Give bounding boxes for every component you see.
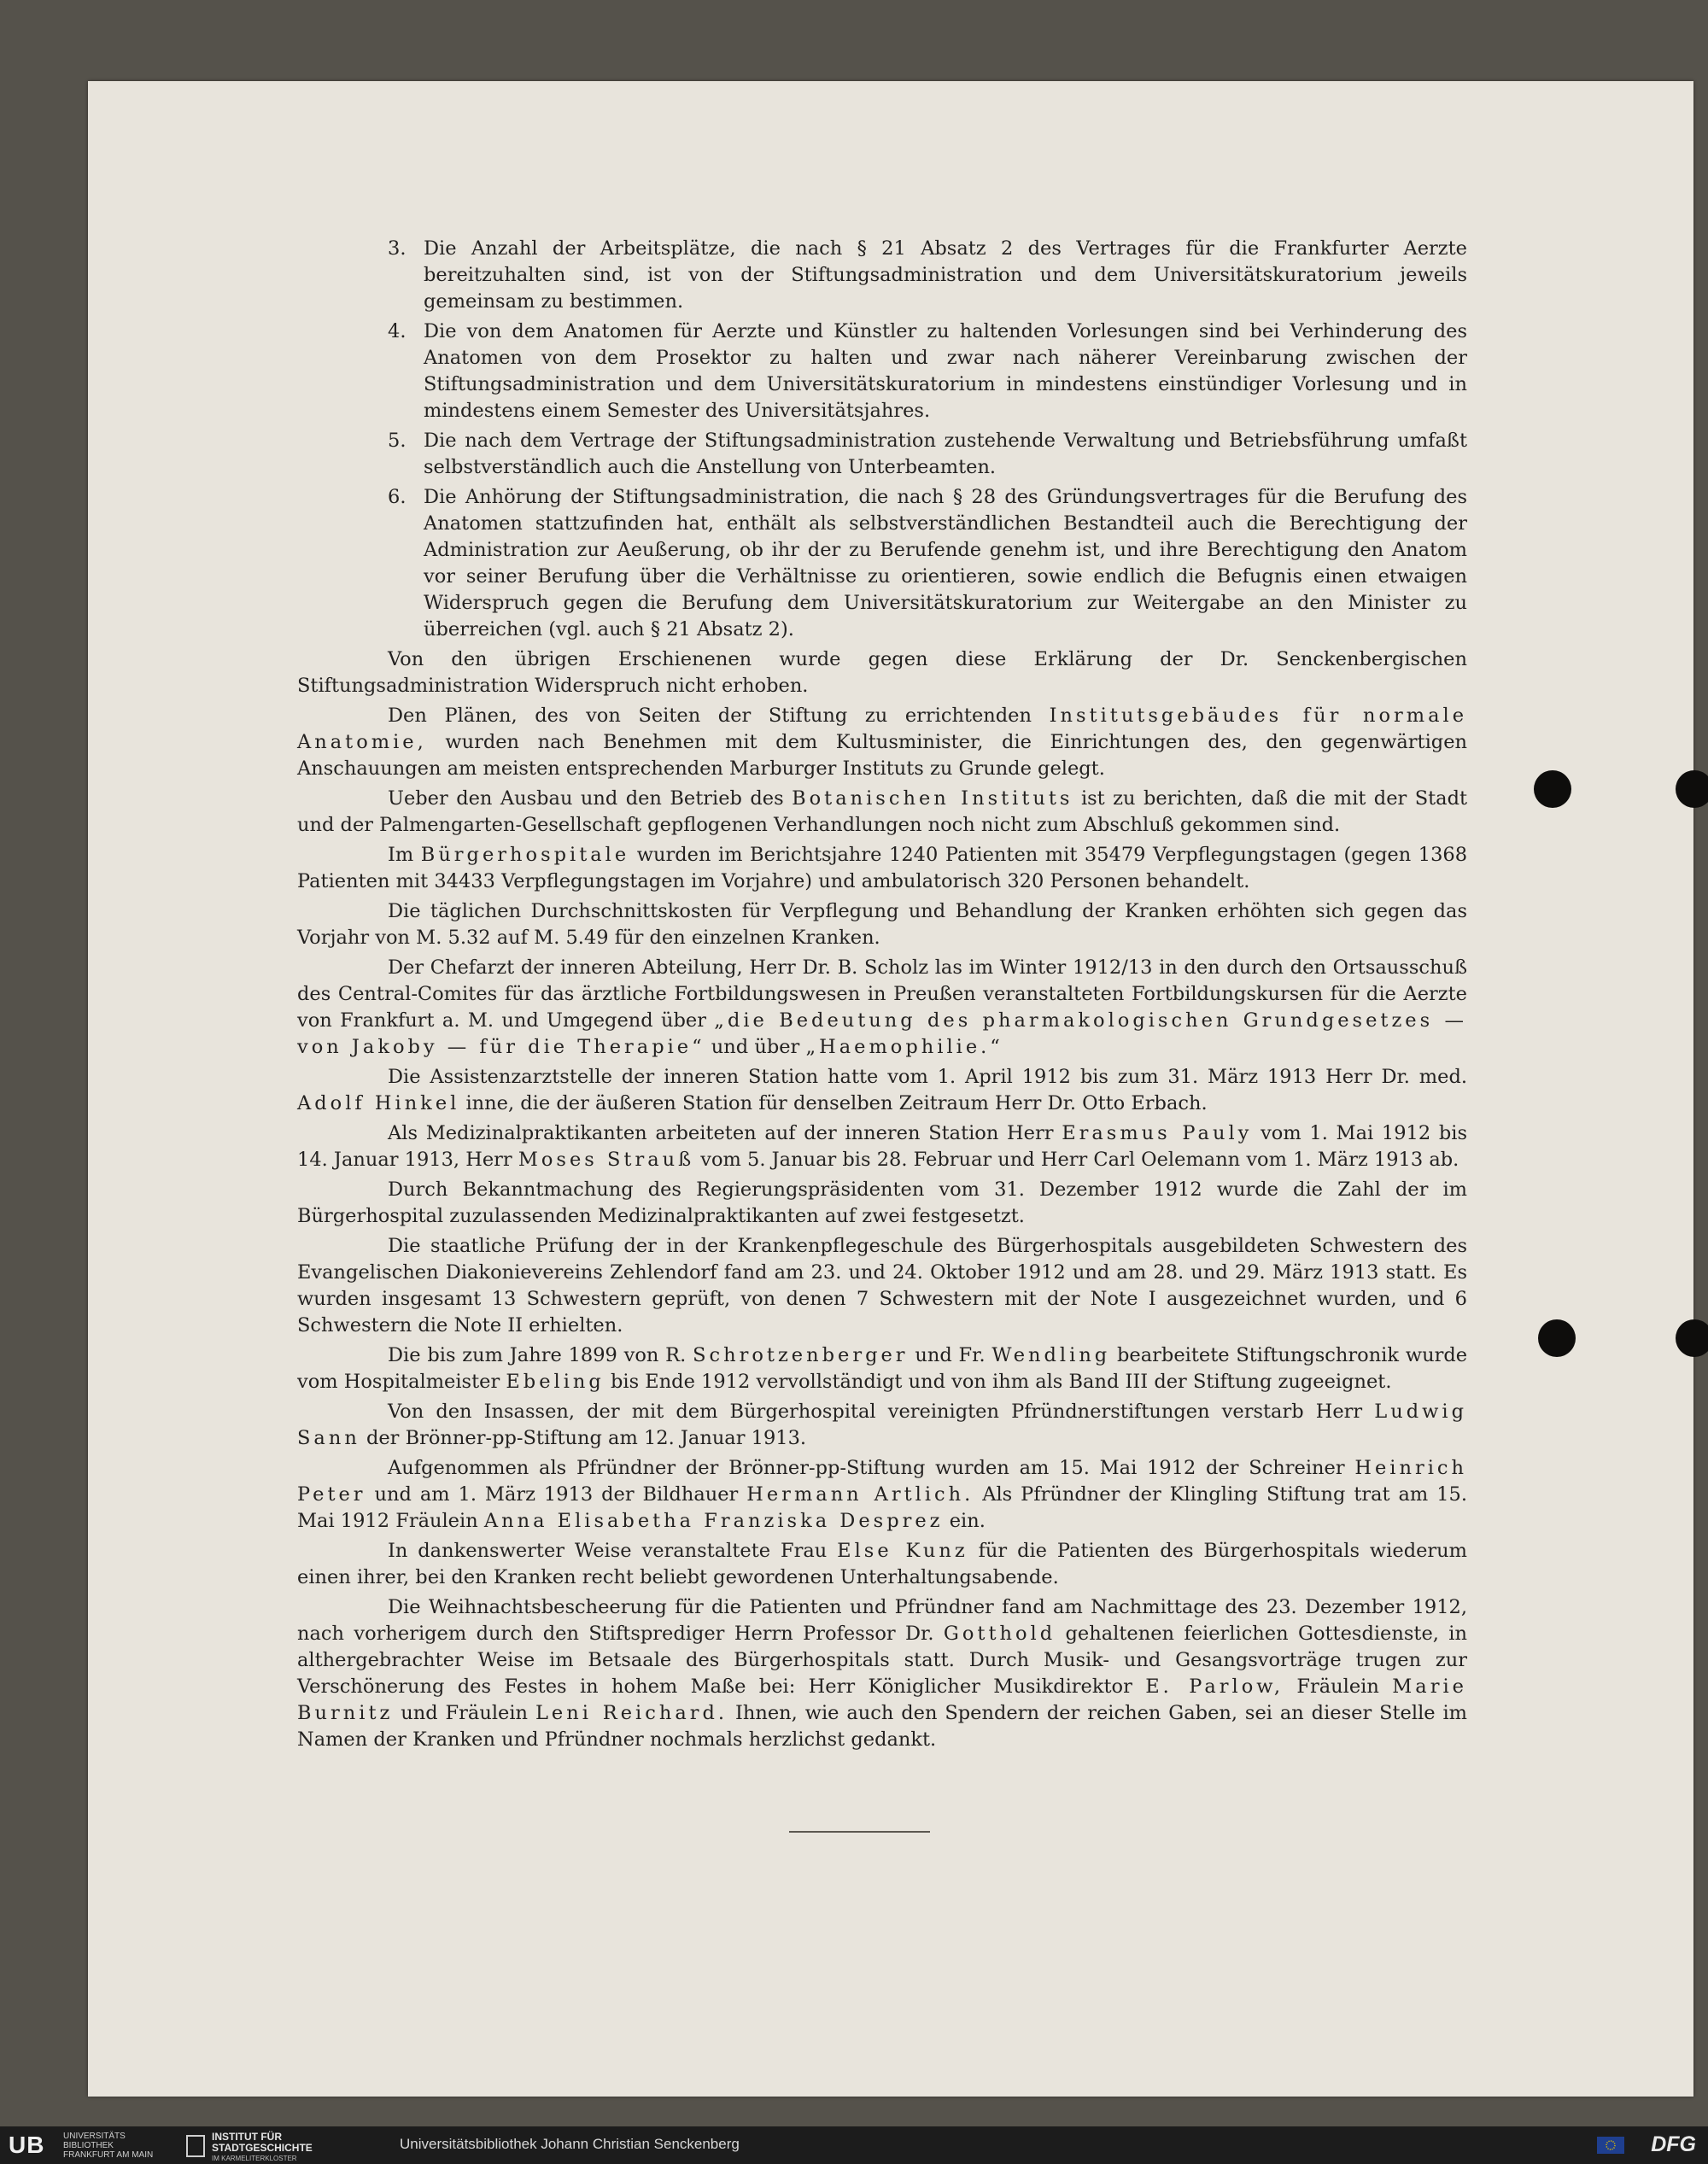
- paragraph: Ueber den Ausbau und den Betrieb des Botanischen Instituts ist zu berichten, daß die mit der Stadt und der Palmengarten-Gesellschaft gepflogenen Verhandlungen noch nicht zum Abschluß gekommen sind.: [297, 787, 1468, 836]
- punch-hole-3: [1538, 1319, 1576, 1357]
- paragraph: Den Plänen, des von Seiten der Stiftung zu errichtenden Institutsgebäudes für normale Anatomie, wurden nach Benehmen mit dem Kultusminister, die Einrichtungen des, den gegenwärtigen Anschauungen am meisten entsprechenden Marburger Instituts zu Grunde gelegt.: [297, 705, 1468, 780]
- punch-hole-2: [1676, 770, 1708, 808]
- paragraph: Im Bürgerhospitale wurden im Berichtsjahre 1240 Patienten mit 35479 Verpflegungstagen (gegen 1368 Patienten mit 34433 Verpflegungstagen im Vorjahre) und ambulatorisch 320 Personen behandelt.: [297, 844, 1468, 892]
- paragraph: Aufgenommen als Pfründner der Brönner-pp-Stiftung wurden am 15. Mai 1912 der Schreiner Heinrich Peter und am 1. März 1913 der Bildhauer Hermann Artlich. Als Pfründner der Klingling Stiftung trat am 15. Mai 1912 Fräulein Anna Elisabetha Franziska Desprez ein.: [297, 1457, 1467, 1532]
- dfg-logo[interactable]: DFG: [1651, 2132, 1696, 2156]
- paragraph: Durch Bekanntmachung des Regierungspräsidenten vom 31. Dezember 1912 wurde die Zahl der im Bürgerhospital zuzulassenden Medizinalpraktikanten auf zwei festgesetzt.: [297, 1179, 1467, 1227]
- paragraph: Die Assistenzarztstelle der inneren Station hatte vom 1. April 1912 bis zum 31. März 1913 Herr Dr. med. Adolf Hinkel inne, die der äußeren Station für denselben Zeitraum Herr Dr. Otto Erbach.: [297, 1066, 1467, 1114]
- paragraph: Der Chefarzt der inneren Abteilung, Herr Dr. B. Scholz las im Winter 1912/13 in den durch den Ortsausschuß des Central-Comites für das ärztliche Fortbildungswesen in Preußen veranstalteten Fortbildungskursen für die Aerzte von Frankfurt a. M. und Umgegend über „die Bedeutung des pharmakologischen Grundgesetzes — von Jakoby — für die Therapie“ und über „Haemophilie.“: [297, 956, 1467, 1058]
- ub-logo-text: UNIVERSITÄTS BIBLIOTHEK FRANKFURT AM MAIN: [63, 2132, 154, 2160]
- eu-flag-icon: [1597, 2137, 1624, 2154]
- library-name[interactable]: Universitätsbibliothek Johann Christian Senckenberg: [400, 2136, 740, 2152]
- paragraph: Als Medizinalpraktikanten arbeiteten auf der inneren Station Herr Erasmus Pauly vom 1. Mai 1912 bis 14. Januar 1913, Herr Moses Strauß vom 5. Januar bis 28. Februar und Herr Carl Oelemann vom 1. März 1913 ab.: [297, 1122, 1468, 1171]
- punch-hole-4: [1676, 1319, 1708, 1357]
- paragraph: Die Weihnachtsbescheerung für die Patienten und Pfründner fand am Nachmittage des 23. Dezember 1912, nach vorherigem durch den Stiftsprediger Herrn Professor Dr. Gotthold gehaltenen feierlichen Gottesdienste, in althergebrachter Weise im Betsaale des Bürgerhospitals statt. Durch Musik- und Gesangsvorträge trugen zur Verschönerung des Festes in hohem Maße bei: Herr Königlicher Musikdirektor E. Parlow, Fräulein Marie Burnitz und Fräulein Leni Reichard. Ihnen, wie auch den Spendern der reichen Gaben, sei an dieser Stelle im Namen der Kranken und Pfründner nochmals herzlichst gedankt.: [297, 1596, 1468, 1751]
- document-text: [297, 236, 1467, 1757]
- paragraph: Von den Insassen, der mit dem Bürgerhospital vereinigten Pfründnerstiftungen verstarb Herr Ludwig Sann der Brönner-pp-Stiftung am 12. Januar 1913.: [297, 1401, 1467, 1449]
- list-item: 4. Die von dem Anatomen für Aerzte und Künstler zu haltenden Vorlesungen sind bei Verhinderung des Anatomen von dem Prosektor zu halten und zwar nach näherer Vereinbarung zwischen der Stiftungsadministration und dem Universitätskuratorium in mindestens einstündiger Vorlesung und in mindestens einem Semester des Universitätsjahres.: [388, 320, 1467, 422]
- list-item: 6. Die Anhörung der Stiftungsadministration, die nach § 28 des Gründungsvertrages für die Berufung des Anatomen stattzufinden hat, enthält als selbstverständlichen Bestandteil auch die Berechtigung der Administration zur Aeußerung, ob ihr der zu Berufende genehm ist, und ihre Berechtigung den Anatom vor seiner Berufung über die Verhältnisse zu orientieren, sowie endlich die Befugnis einen etwaigen Widerspruch gegen die Berufung dem Universitätskuratorium zur Weitergabe an den Minister zu überreichen (vgl. auch § 21 Absatz 2).: [388, 486, 1467, 640]
- institute-logo-icon: [186, 2135, 205, 2157]
- paragraph: Die staatliche Prüfung der in der Krankenpflegeschule des Bürgerhospitals ausgebildeten Schwestern des Evangelischen Diakonievereins Zehlendorf fand am 23. und 24. Oktober 1912 und am 28. und 29. März 1913 statt. Es wurden insgesamt 13 Schwestern geprüft, von denen 7 Schwestern mit der Note I ausgezeichnet wurden, und 6 Schwestern die Note II erhielten.: [297, 1235, 1467, 1336]
- punch-hole-1: [1534, 770, 1571, 808]
- end-rule: [789, 1831, 930, 1833]
- paragraph: Von den übrigen Erschienenen wurde gegen diese Erklärung der Dr. Senckenbergischen Stiftungsadministration Widerspruch nicht erhoben.: [297, 648, 1467, 697]
- paragraph: In dankenswerter Weise veranstaltete Frau Else Kunz für die Patienten des Bürgerhospitals wiederum einen ihrer, bei den Kranken recht beliebt gewordenen Unterhaltungsabende.: [297, 1540, 1467, 1588]
- list-item: 5. Die nach dem Vertrage der Stiftungsadministration zustehende Verwaltung und Betriebsführung umfaßt selbstverständlich auch die Anstellung von Unterbeamten.: [388, 430, 1467, 478]
- institute-subtitle: IM KARMELITERKLOSTER: [212, 2155, 297, 2162]
- ub-logo[interactable]: UB: [9, 2132, 45, 2158]
- institute-name[interactable]: INSTITUT FÜR STADTGESCHICHTE: [212, 2131, 313, 2154]
- paragraph: Die täglichen Durchschnittskosten für Verpflegung und Behandlung der Kranken erhöhten sich gegen das Vorjahr von M. 5.32 auf M. 5.49 für den einzelnen Kranken.: [297, 900, 1467, 949]
- paragraph: Die bis zum Jahre 1899 von R. Schrotzenberger und Fr. Wendling bearbeitete Stiftungschronik wurde vom Hospitalmeister Ebeling bis Ende 1912 vervollständigt und von ihm als Band III der Stiftung zugeeignet.: [297, 1344, 1468, 1393]
- footer-bar: [0, 2126, 1708, 2164]
- list-item: 3. Die Anzahl der Arbeitsplätze, die nach § 21 Absatz 2 des Vertrages für die Frankfurter Aerzte bereitzuhalten sind, ist von der Stiftungsadministration und dem Universitätskuratorium jeweils gemeinsam zu bestimmen.: [388, 237, 1467, 313]
